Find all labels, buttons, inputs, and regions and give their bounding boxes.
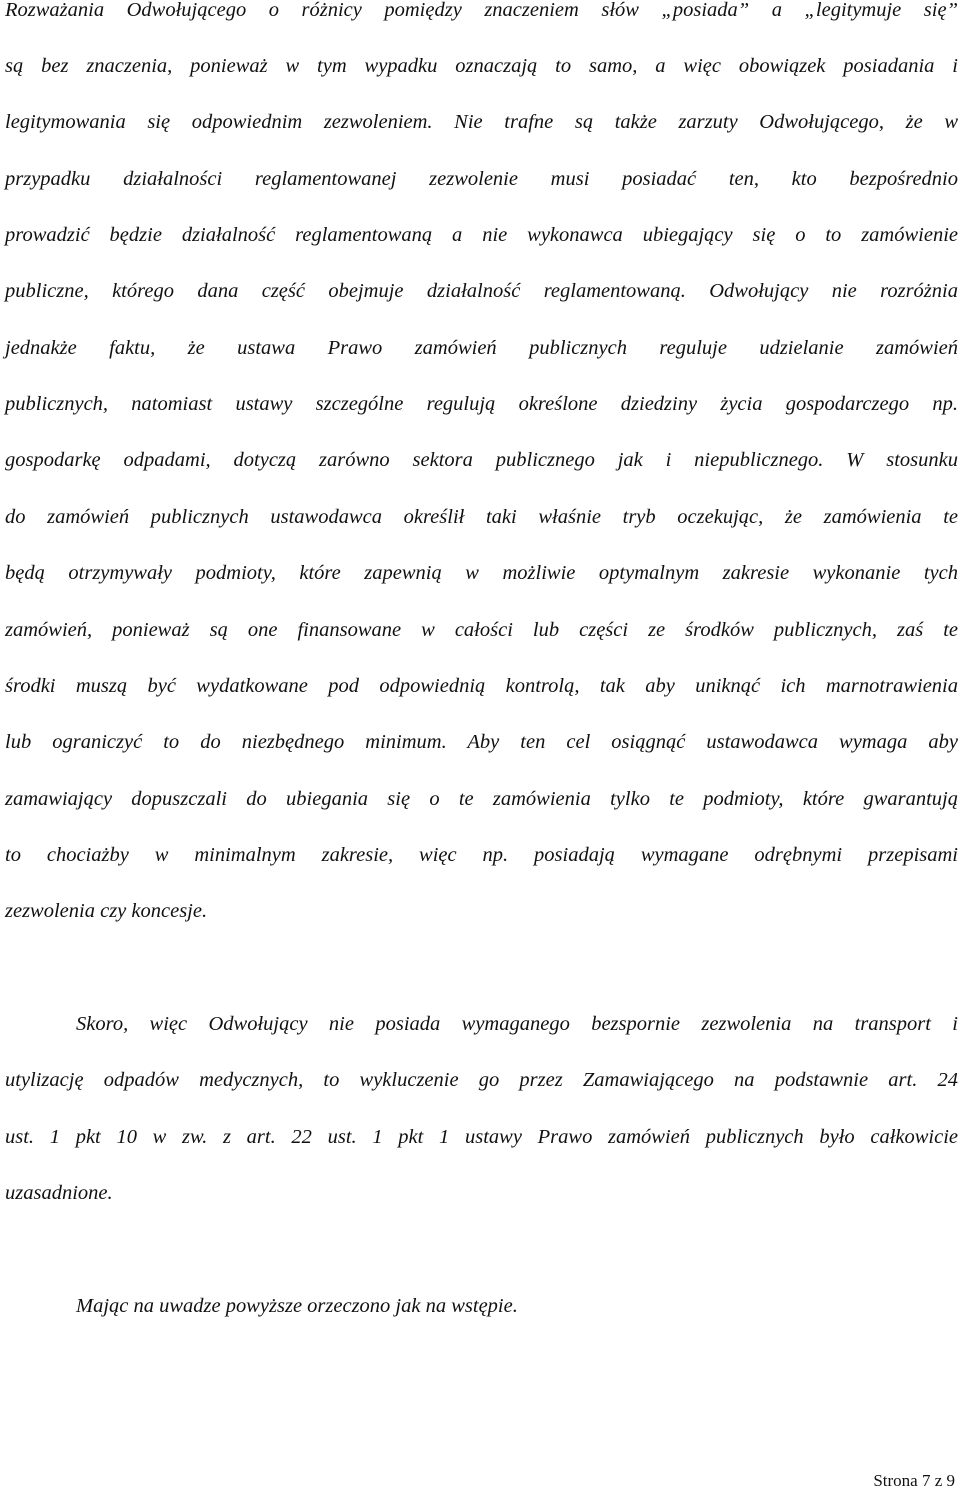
text-line: Rozważania Odwołującego o różnicy pomiędzy znaczeniem słów „posiada” a „legitymuje się” <box>5 0 958 21</box>
text-line: ust. 1 pkt 10 w zw. z art. 22 ust. 1 pkt 1 ustawy Prawo zamówień publicznych było całkowicie <box>5 1126 958 1148</box>
text-line: zamówień, ponieważ są one finansowane w całości lub części ze środków publicznych, zaś te <box>5 619 958 641</box>
text-line: publicznych, natomiast ustawy szczególne regulują określone dziedziny życia gospodarczego np. <box>5 393 958 415</box>
text-line: zamawiający dopuszczali do ubiegania się o te zamówienia tylko te podmioty, które gwarantują <box>5 788 958 810</box>
text-line-last: uzasadnione. <box>5 1182 113 1204</box>
text-line: utylizację odpadów medycznych, to wykluczenie go przez Zamawiającego na podstawnie art. 24 <box>5 1069 958 1091</box>
text-line: będą otrzymywały podmioty, które zapewnią w możliwie optymalnym zakresie wykonanie tych <box>5 562 958 584</box>
text-line: do zamówień publicznych ustawodawca określił taki właśnie tryb oczekując, że zamówienia te <box>5 506 958 528</box>
paragraph-final-statement: Mając na uwadze powyższe orzeczono jak na wstępie. <box>76 1295 518 1317</box>
text-line: gospodarkę odpadami, dotyczą zarówno sektora publicznego jak i niepublicznego. W stosunku <box>5 449 958 471</box>
text-line: lub ograniczyć to do niezbędnego minimum. Aby ten cel osiągnąć ustawodawca wymaga aby <box>5 731 958 753</box>
text-line: Skoro, więc Odwołujący nie posiada wymaganego bezspornie zezwolenia na transport i <box>76 1013 958 1035</box>
text-line: publiczne, którego dana część obejmuje działalność reglamentowaną. Odwołujący nie rozróżnia <box>5 280 958 302</box>
text-line: są bez znaczenia, ponieważ w tym wypadku oznaczają to samo, a więc obowiązek posiadania i <box>5 55 958 77</box>
text-line-last: zezwolenia czy koncesje. <box>5 900 208 922</box>
text-line: środki muszą być wydatkowane pod odpowiednią kontrolą, tak aby uniknąć ich marnotrawienia <box>5 675 958 697</box>
page-number: Strona 7 z 9 <box>873 1471 955 1490</box>
text-line: to chociażby w minimalnym zakresie, więc np. posiadają wymagane odrębnymi przepisami <box>5 844 958 866</box>
text-line: prowadzić będzie działalność reglamentowaną a nie wykonawca ubiegający się o to zamówienie <box>5 224 958 246</box>
text-line: przypadku działalności reglamentowanej zezwolenie musi posiadać ten, kto bezpośrednio <box>5 168 958 190</box>
text-line: jednakże faktu, że ustawa Prawo zamówień publicznych reguluje udzielanie zamówień <box>5 337 958 359</box>
text-line: legitymowania się odpowiednim zezwoleniem. Nie trafne są także zarzuty Odwołującego, że w <box>5 111 958 133</box>
